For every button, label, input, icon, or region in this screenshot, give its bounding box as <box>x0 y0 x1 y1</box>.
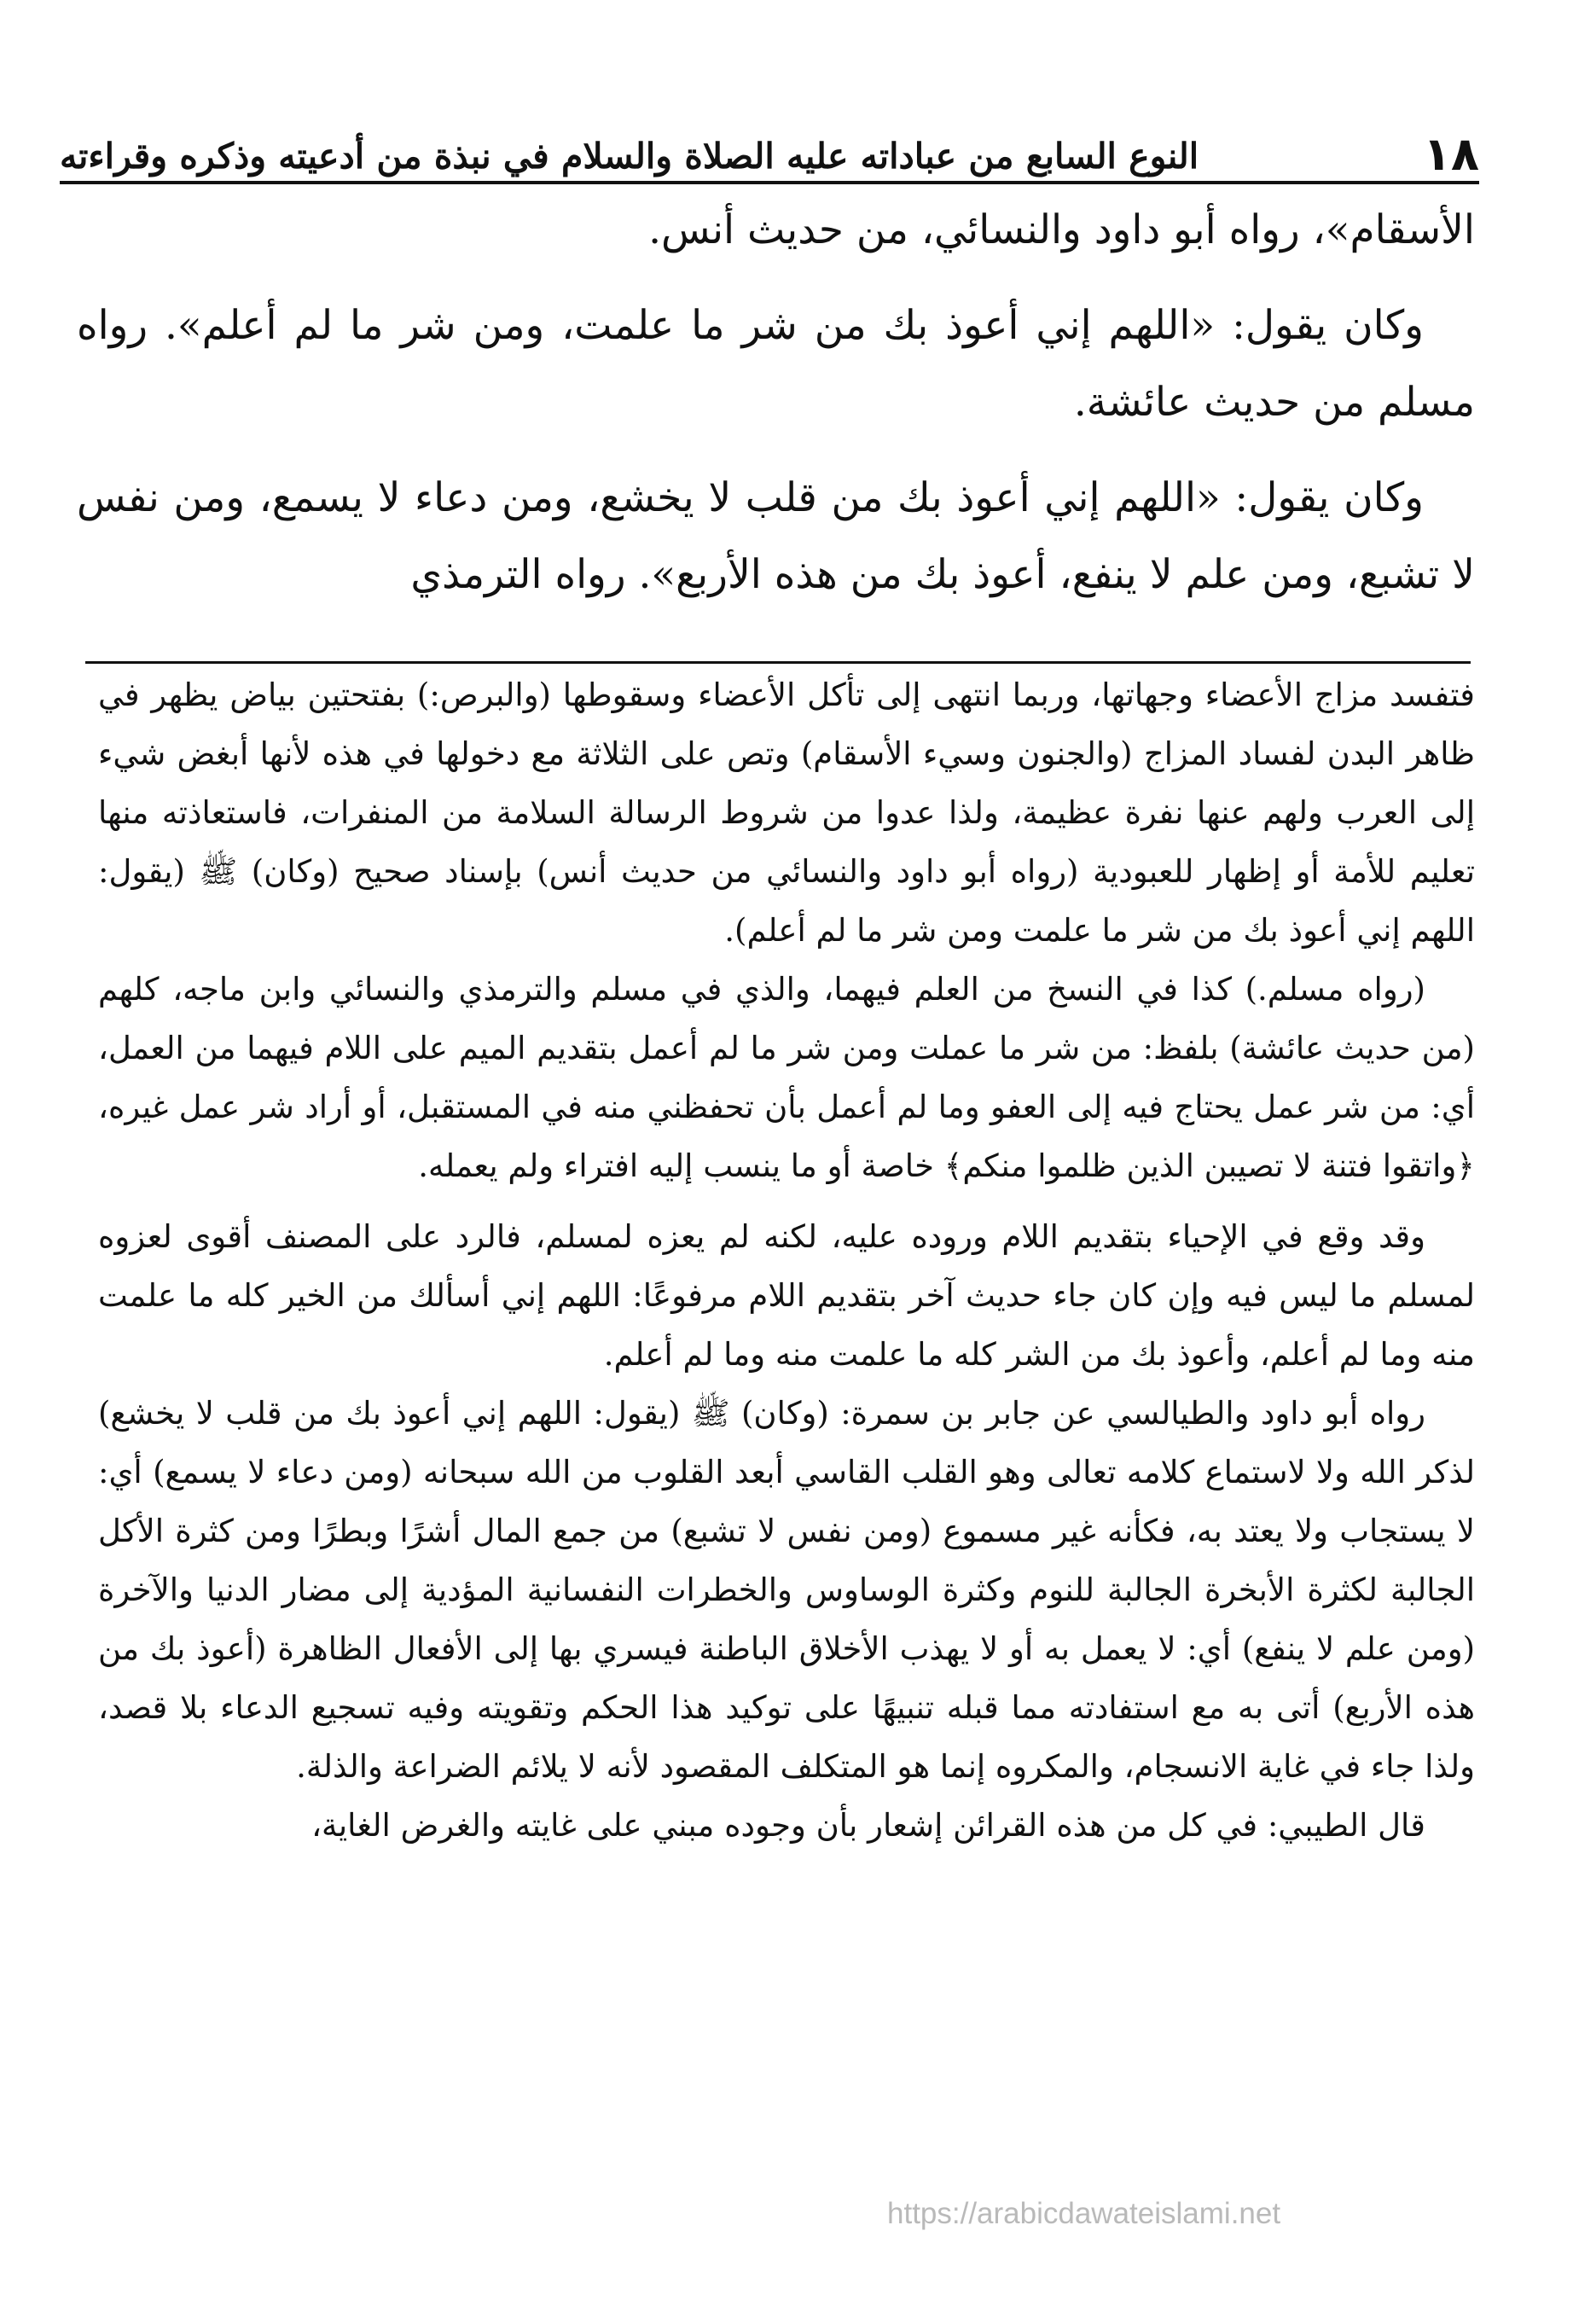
main-text <box>77 192 1475 613</box>
page-header <box>60 101 1479 181</box>
watermark-url: https://arabicdawateislami.net <box>887 2197 1281 2230</box>
commentary-paragraph: رواه أبو داود والطيالسي عن جابر بن سمرة: (وكان) ﷺ (يقول: اللهم إني أعوذ بك من قلب لا يخشع) لذكر الله ولا لاستماع كلامه تعالى وهو القلب القاسي أبعد القلوب من الله سبحانه (ومن دعاء لا يسمع) أي: لا يستجاب ولا يعتد به، فكأنه غير مسموع (ومن نفس لا تشبع) من جمع المال أشرًا وبطرًا ومن كثرة الأكل الجالبة لكثرة الأبخرة الجالبة للنوم وكثرة الوساوس والخطرات النفسانية المؤدية إلى مضار الدنيا والآخرة (ومن علم لا ينفع) أي: لا يعمل به أو لا يهذب الأخلاق الباطنة فيسري بها إلى الأفعال الظاهرة (أعوذ بك من هذه الأربع) أتى به مع استفادته مما قبله تنبيهًا على توكيد هذا الحكم وتقويته وفيه تسجيع الدعاء بلا قصد، ولذا جاء في غاية الانسجام، والمكروه إنما هو المتكلف المقصود لأنه لا يلائم الضراعة والذلة. <box>98 1395 1475 1785</box>
main-paragraph: وكان يقول: «اللهم إني أعوذ بك من شر ما علمت، ومن شر ما لم أعلم». رواه مسلم من حديث عائشة. <box>77 302 1475 426</box>
header-rule <box>60 181 1479 184</box>
main-paragraph: الأسقام»، رواه أبو داود والنسائي، من حديث أنس. <box>648 206 1475 253</box>
commentary-paragraph: قال الطيبي: في كل من هذه القرائن إشعار بأن وجوده مبني على غايته والغرض الغاية، <box>311 1807 1425 1844</box>
commentary-paragraph: (رواه مسلم.) كذا في النسخ من العلم فيهما، والذي في مسلم والترمذي والنسائي وابن ماجه، كلهم (من حديث عائشة) بلفظ: من شر ما عملت ومن شر ما لم أعمل بتقديم الميم على اللام فيهما من العمل، أي: من شر عمل يحتاج فيه إلى العفو وما لم أعمل بأن تحفظني منه في المستقبل، أو أراد شر عمل غيره، ﴿واتقوا فتنة لا تصيبن الذين ظلموا منكم﴾ خاصة أو ما ينسب إليه افتراء ولم يعمله. <box>98 971 1475 1184</box>
commentary-paragraph: فتفسد مزاج الأعضاء وجهاتها، وربما انتهى إلى تأكل الأعضاء وسقوطها (والبرص:) بفتحتين بياض يظهر في ظاهر البدن لفساد المزاج (والجنون وسيء الأسقام) وتص على الثلاثة مع دخولها في هذه لأنها أبغض شيء إلى العرب ولهم عنها نفرة عظيمة، ولذا عدوا من شروط الرسالة السلامة من المنفرات، فاستعاذته منها تعليم للأمة أو إظهار للعبودية (رواه أبو داود والنسائي من حديث أنس) بإسناد صحيح (وكان) ﷺ (يقول: اللهم إني أعوذ بك من شر ما علمت ومن شر ما لم أعلم). <box>98 677 1475 949</box>
commentary-divider <box>85 661 1471 664</box>
running-title: النوع السابع من عباداته عليه الصلاة والسلام في نبذة من أدعيته وذكره وقراءته <box>60 135 1199 177</box>
page-number: ١٨ <box>1423 127 1479 181</box>
main-paragraph: وكان يقول: «اللهم إني أعوذ بك من قلب لا يخشع، ومن دعاء لا يسمع، ومن نفس لا تشبع، ومن علم لا ينفع، أعوذ بك من هذه الأربع». رواه الترمذي <box>77 474 1475 598</box>
commentary-paragraph: وقد وقع في الإحياء بتقديم اللام وروده عليه، لكنه لم يعزه لمسلم، فالرد على المصنف أقوى لعزوه لمسلم ما ليس فيه وإن كان جاء حديث آخر بتقديم اللام مرفوعًا: اللهم إني أسألك من الخير كله ما علمت منه وما لم أعلم، وأعوذ بك من الشر كله ما علمت منه وما لم أعلم. <box>98 1218 1475 1373</box>
commentary-text <box>98 665 1475 1855</box>
